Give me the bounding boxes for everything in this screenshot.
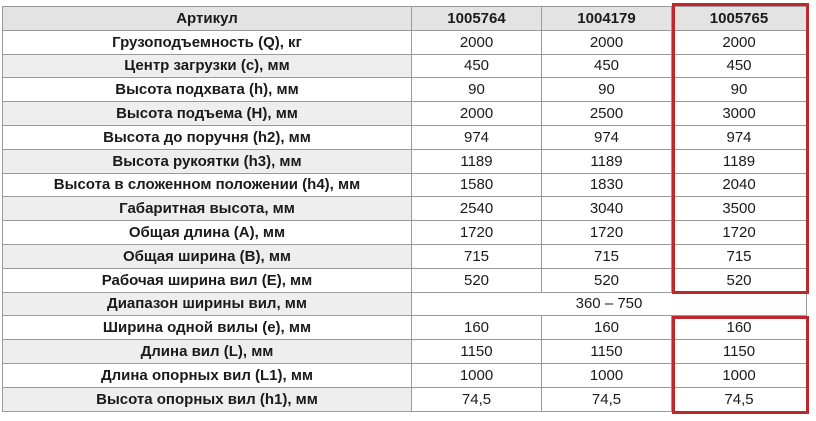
table-cell: 450 — [412, 54, 542, 78]
merged-range-cell: 360 – 750 — [412, 292, 807, 316]
table-cell: 3000 — [672, 102, 807, 126]
table-row — [3, 316, 807, 340]
table-cell: 450 — [542, 54, 672, 78]
table-cell: 2540 — [412, 197, 542, 221]
table-cell: 90 — [672, 78, 807, 102]
row-label: Центр загрузки (c), мм — [3, 54, 412, 78]
table-row — [3, 149, 807, 173]
row-label: Высота в сложенном положении (h4), мм — [3, 173, 412, 197]
table-row — [3, 54, 807, 78]
table-cell: 2000 — [672, 30, 807, 54]
row-label: Высота подхвата (h), мм — [3, 78, 412, 102]
table-cell: 74,5 — [542, 387, 672, 411]
table-row — [3, 30, 807, 54]
table-cell: 160 — [412, 316, 542, 340]
column-header-article: Артикул — [3, 7, 412, 31]
table-cell: 715 — [542, 244, 672, 268]
table-cell: 715 — [672, 244, 807, 268]
table-cell: 74,5 — [412, 387, 542, 411]
table-row — [3, 268, 807, 292]
table-cell: 974 — [542, 125, 672, 149]
column-header-model-1: 1005764 — [412, 7, 542, 31]
row-label: Высота до поручня (h2), мм — [3, 125, 412, 149]
table-cell: 1830 — [542, 173, 672, 197]
table-header-row — [3, 7, 807, 31]
row-label: Общая длина (A), мм — [3, 221, 412, 245]
table-cell: 1150 — [672, 340, 807, 364]
table-row — [3, 221, 807, 245]
row-label: Высота опорных вил (h1), мм — [3, 387, 412, 411]
table-cell: 1000 — [412, 363, 542, 387]
table-cell: 2000 — [542, 30, 672, 54]
table-row — [3, 244, 807, 268]
table-row — [3, 340, 807, 364]
table-row — [3, 292, 807, 316]
row-label: Габаритная высота, мм — [3, 197, 412, 221]
table-row — [3, 125, 807, 149]
table-row — [3, 78, 807, 102]
column-header-model-2: 1004179 — [542, 7, 672, 31]
column-header-model-3: 1005765 — [672, 7, 807, 31]
row-label: Высота подъема (H), мм — [3, 102, 412, 126]
table-row — [3, 173, 807, 197]
row-label: Диапазон ширины вил, мм — [3, 292, 412, 316]
table-row — [3, 197, 807, 221]
table-cell: 2000 — [412, 30, 542, 54]
table-cell: 1189 — [542, 149, 672, 173]
table-cell: 520 — [412, 268, 542, 292]
table-cell: 1720 — [412, 221, 542, 245]
table-cell: 1000 — [542, 363, 672, 387]
table-cell: 1150 — [412, 340, 542, 364]
table-cell: 715 — [412, 244, 542, 268]
table-cell: 450 — [672, 54, 807, 78]
table-cell: 2500 — [542, 102, 672, 126]
row-label: Длина вил (L), мм — [3, 340, 412, 364]
table-cell: 1189 — [412, 149, 542, 173]
row-label: Общая ширина (B), мм — [3, 244, 412, 268]
table-cell: 1720 — [542, 221, 672, 245]
row-label: Рабочая ширина вил (E), мм — [3, 268, 412, 292]
table-cell: 520 — [672, 268, 807, 292]
row-label: Длина опорных вил (L1), мм — [3, 363, 412, 387]
specification-table — [2, 6, 807, 412]
table-row — [3, 363, 807, 387]
table-cell: 3040 — [542, 197, 672, 221]
table-cell: 160 — [672, 316, 807, 340]
table-cell: 1150 — [542, 340, 672, 364]
table-row — [3, 102, 807, 126]
row-label: Ширина одной вилы (e), мм — [3, 316, 412, 340]
table-cell: 160 — [542, 316, 672, 340]
table-cell: 74,5 — [672, 387, 807, 411]
table-cell: 1189 — [672, 149, 807, 173]
table-cell: 520 — [542, 268, 672, 292]
table-cell: 2040 — [672, 173, 807, 197]
table-cell: 90 — [542, 78, 672, 102]
row-label: Высота рукоятки (h3), мм — [3, 149, 412, 173]
table-cell: 974 — [672, 125, 807, 149]
table-cell: 1580 — [412, 173, 542, 197]
table-cell: 1720 — [672, 221, 807, 245]
table-cell: 2000 — [412, 102, 542, 126]
table-cell: 90 — [412, 78, 542, 102]
table-row — [3, 387, 807, 411]
row-label: Грузоподъемность (Q), кг — [3, 30, 412, 54]
table-cell: 974 — [412, 125, 542, 149]
table-cell: 3500 — [672, 197, 807, 221]
table-cell: 1000 — [672, 363, 807, 387]
